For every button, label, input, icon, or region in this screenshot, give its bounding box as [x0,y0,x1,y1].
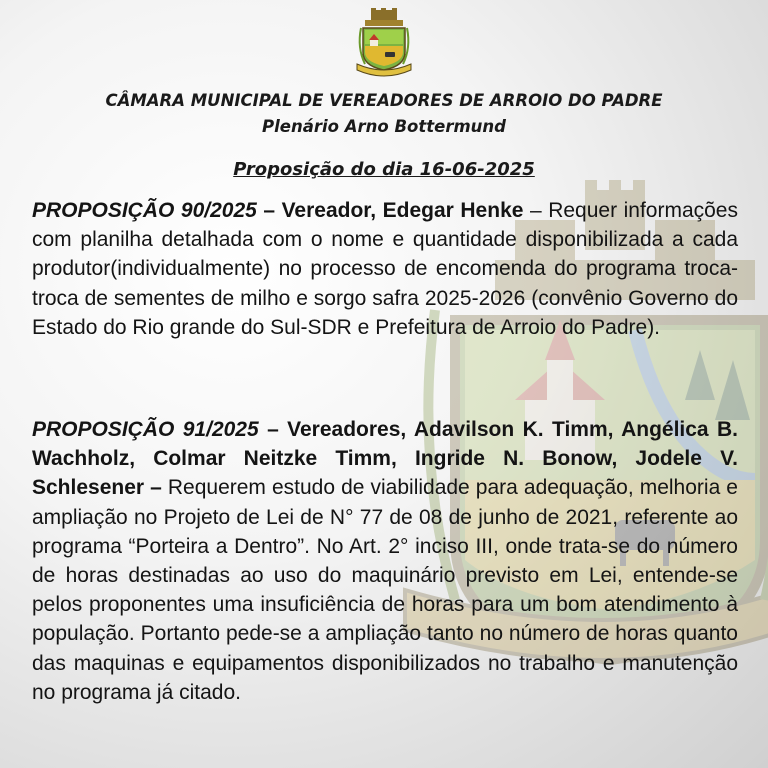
proposition-90-paragraph [32,196,738,342]
proposition-text: – Requer informações com planilha detalhada com o nome e quantidade disponibilizada a cada produtor(individualmente) no processo de encomenda do programa troca-troca de sementes de milho e sorgo safra 2025-2026 (convênio Governo do Estado do Rio grande do Sul-SDR e Prefeitura de Arroio do Padre). [32,199,738,339]
proposition-91-paragraph [32,415,738,707]
proposition-text: Requerem estudo de viabilidade para adequação, melhoria e ampliação no Projeto de Lei de N° 77 de 08 de junho de 2021, referente ao programa “Porteira a Dentro”. No Art. 2° inciso III, onde trata-se do número de horas destinadas ao uso do maquinário previsto em Lei, entende-se pelos proponentes uma insuficiência de horas para um bom atendimento à população. Portanto pede-se a ampliação tanto no número de horas quanto das maquinas e equipamentos disponibilizados no trabalho e manutenção no programa já citado. [32,476,738,704]
institution-name: CÂMARA MUNICIPAL DE VEREADORES DE ARROIO DO PADRE [105,91,663,110]
proposition-number: PROPOSIÇÃO 90/2025 [32,199,257,222]
plenary-name: Plenário Arno Bottermund [262,117,506,136]
proposition-number: PROPOSIÇÃO 91/2025 [32,418,259,441]
proposition-date-title: Proposição do dia 16-06-2025 [233,159,535,180]
proposition-author: – Vereador, Edegar Henke [256,199,524,222]
proposition-author: – Vereadores, Adavilson K. Timm, Angélica B. Wachholz, Colmar Neitzke Timm, Ingride N. Bonow, Jodele V. Schlesener – [32,418,738,500]
municipal-coat-of-arms-icon [355,8,413,80]
